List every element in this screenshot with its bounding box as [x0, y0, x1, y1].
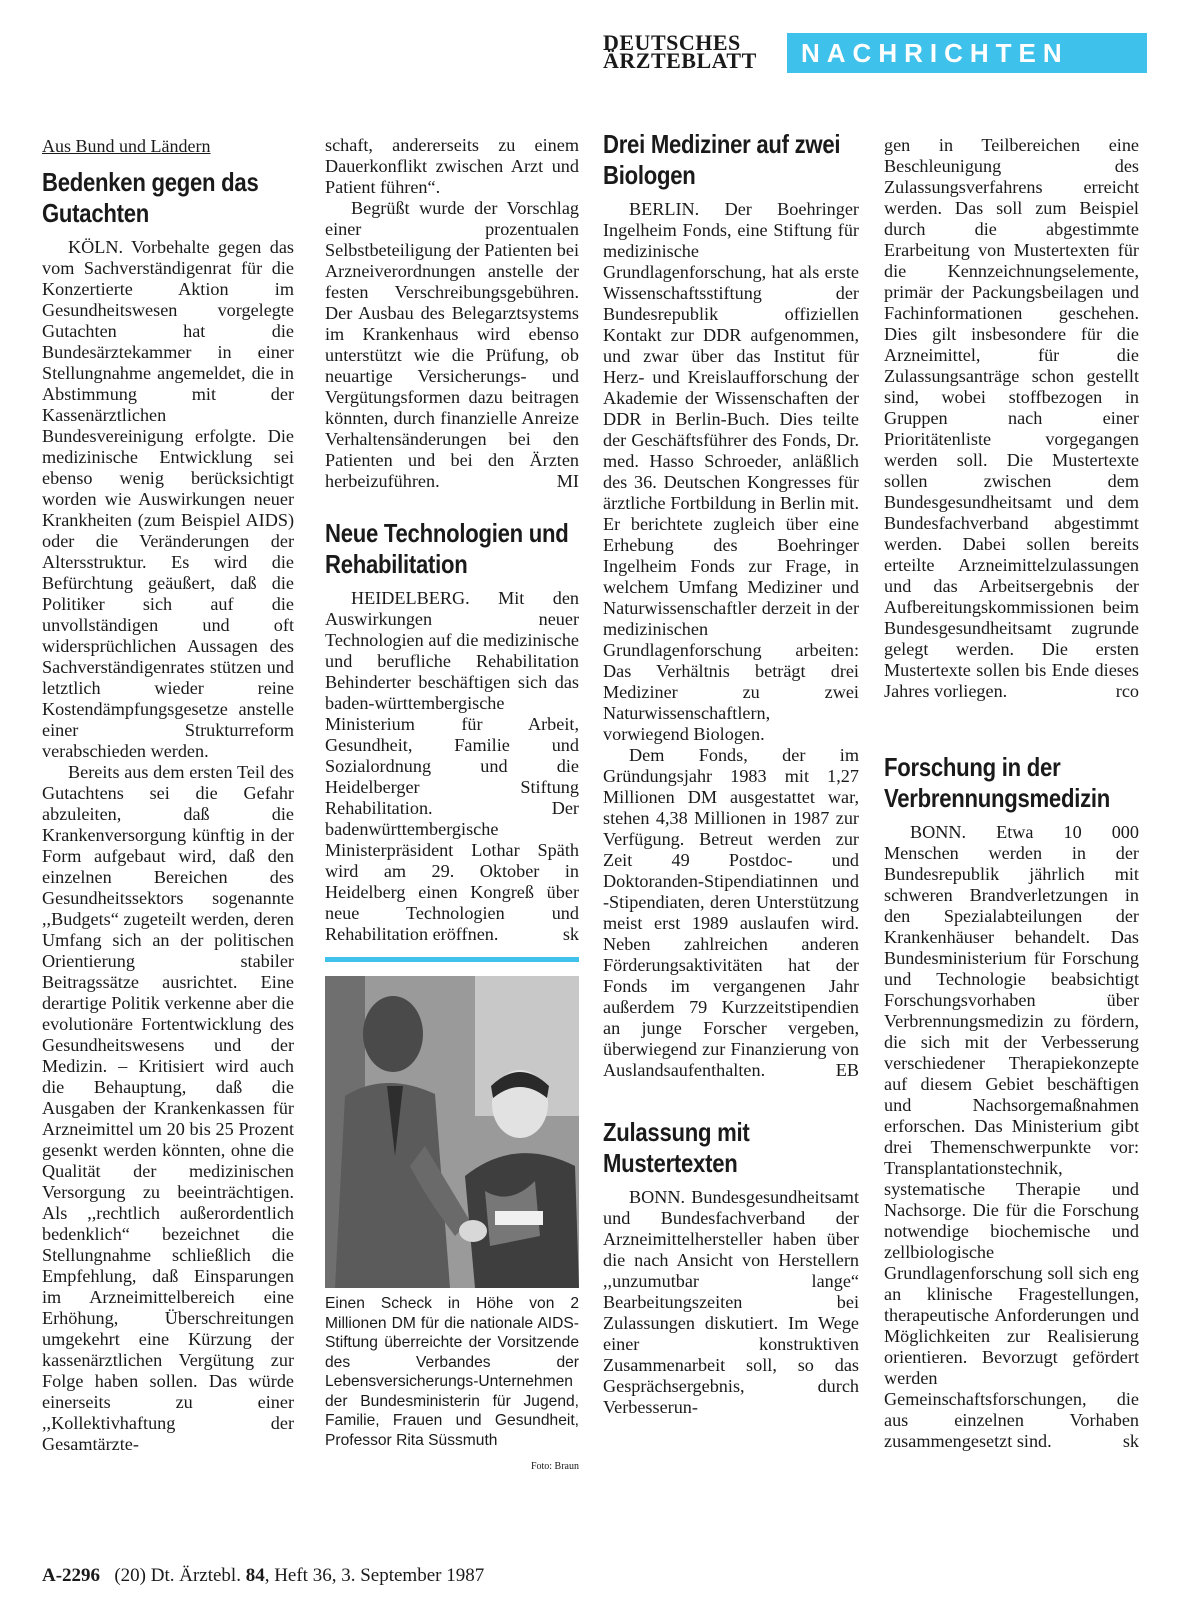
paragraph-text: gen in Teilbereichen eine Beschleunigung des Zulassungsverfahrens erreicht werden. Das soll zum Beispiel durch die abgestimmte Erarbeitung von Mustertexten für die Kennzeichnungselemente, primär der Packungsbeilagen und Fachinformationen geschehen. Dies gilt insbesondere für die Arzneimittel, für die Zulassungsanträge schon gestellt sind, wobei stoffbezogen in Gruppen nach einer Prioritätenliste vorgegangen werden soll. Die Mustertexte sollen zwischen dem Bundesgesundheitsamt und dem Bundesfachverband abgestimmt werden. Dabei sollen bereits erteilte Arzneimittelzulassungen und das Arbeitsergebnis der Aufbereitungskommissionen beim Bundesgesundheitsamt zugrunde gelegt werden. Die ersten Mustertexte sollen bis Ende dieses Jahres vorliegen.	[884, 135, 1139, 701]
article-paragraph	[884, 822, 1139, 1452]
article-paragraph: schaft, andererseits zu einem Dauerkonflikt zwischen Arzt und Patient führen“.	[325, 135, 579, 197]
journal-ref: (20) Dt. Ärztebl.	[114, 1565, 241, 1586]
column-1	[42, 135, 294, 1455]
column-2	[325, 135, 579, 1477]
article-paragraph: Bereits aus dem ersten Teil des Gutachtens sei die Gefahr abzuleiten, daß die Krankenversorgung künftig in der Form aufgebaut wird, daß den einzelnen Bereichen des Gesundheitssektors sogenannte ,,Budgets“ zugeteilt werden, deren Umfang sich an der politischen Orientierung stabiler Beitragssätze ausrichtet. Eine derartige Politik verkenne aber die evolutionäre Fortentwicklung des Gesundheitswesens und der Medizin. – Kritisiert wird auch die Behauptung, daß die Ausgaben der Krankenkassen für Arzneimittel um 20 bis 25 Prozent gesenkt werden könnten, ohne die Qualität der medizinischen Versorgung zu beeinträchtigen. Als ,,rechtlich außerordentlich bedenklich“ bezeichnet die Stellungnahme schließlich die Empfehlung, daß Einsparungen im Arzneimittelbereich eine Erhöhung, Überschreitungen umgekehrt eine Kürzung der kassenärztlichen Vergütung zur Folge haben sollen. Das würde einerseits zu einer ,,Kollektivhaftung der Gesamtärzte-	[42, 762, 294, 1454]
author-signature: EB	[835, 1060, 859, 1080]
volume-number: 84	[245, 1565, 265, 1586]
page-number: A-2296	[42, 1565, 101, 1586]
section-band: NACHRICHTEN	[787, 33, 1147, 73]
masthead-line1: DEUTSCHES	[603, 30, 741, 55]
column-4	[884, 135, 1139, 1452]
article-paragraph	[884, 135, 1139, 702]
paragraph-text: BONN. Etwa 10 000 Menschen werden in der Bundesrepublik jährlich mit schweren Brandverletzungen in den Spezialabteilungen der Krankenhäuser behandelt. Das Bundesministerium für Forschung und Technologie beabsichtigt Forschungsvorhaben über Verbrennungsmedizin zu fördern, die sich mit der Verbesserung verschiedener Therapiekonzepte auf diesem Gebiet beschäftigen und Nachsorgemaßnahmen erforschen. Das Ministerium gibt drei Themenschwerpunkte vor: Transplantationstechnik, systematische Therapie und Nachsorge. Die für die Forschung notwendige biochemische und zellbiologische Grundlagenforschung soll sich eng an klinische Fragestellungen, therapeutische Anforderungen und Möglichkeiten zur Realisierung orientieren. Bevorzugt gefördert werden Gemeinschaftsforschungen, die aus einzelnen Vorhaben zusammengesetzt sind.	[884, 822, 1139, 1451]
headline-technologien: Neue Technologien und Rehabilitation	[325, 518, 569, 579]
headline-zulassung: Zulassung mit Mustertexten	[603, 1117, 750, 1178]
column-3	[603, 129, 859, 1418]
issue-date: , Heft 36, 3. September 1987	[264, 1565, 485, 1586]
headline-drei-mediziner: Drei Mediziner auf zwei Biologen	[603, 129, 841, 190]
author-signature: rco	[1115, 681, 1139, 701]
photo-credit: Foto: Braun	[530, 1461, 579, 1472]
author-signature: MI	[556, 471, 579, 491]
page-footer	[42, 1565, 484, 1587]
handshake-photo-illustration	[325, 976, 579, 1288]
paragraph-text: HEIDELBERG. Mit den Auswirkungen neuer Technologien auf die medizinische und berufliche Rehabilitation Behinderter beschäftigen sich das baden-württembergische Ministerium für Arbeit, Gesundheit, Familie und Sozialordnung und die Heidelberger Stiftung Rehabilitation. Der badenwürttembergische Ministerpräsident Lothar Späth wird am 29. Oktober in Heidelberg einen Kongreß über neue Technologien und Rehabilitation eröffnen.	[325, 588, 579, 944]
paragraph-text: Begrüßt wurde der Vorschlag einer prozentualen Selbstbeteiligung der Patienten bei Arzneiverordnungen anstelle der festen Verschreibungsgebühren. Der Ausbau des Belegarztsystems im Krankenhaus wird ebenso unterstützt wie die Prüfung, ob neuartige Versicherungs- und Vergütungsformen dazu beitragen könnten, durch finanzielle Anreize Verhaltensänderungen bei den Patienten und bei den Ärzten herbeizuführen.	[325, 198, 579, 491]
divider-rule	[325, 957, 579, 962]
article-paragraph	[325, 588, 579, 945]
article-paragraph: BONN. Bundesgesundheitsamt und Bundesfachverband der Arzneimittelhersteller haben über die nach Ansicht von Herstellern ,,unzumutbar lange“ Bearbeitungszeiten bei Zulassungen diskutiert. Im Wege einer konstruktiven Zusammenarbeit soll, so das Gesprächsergebnis, durch Verbesserun-	[603, 1187, 859, 1417]
headline-verbrennungsmedizin: Forschung in der Verbrennungsmedizin	[884, 752, 1111, 813]
handshake-photo	[325, 976, 579, 1288]
headline-bedenken: Bedenken gegen das Gutachten	[42, 167, 259, 228]
masthead-title	[603, 30, 757, 73]
masthead-line2: ÄRZTEBLATT	[603, 48, 757, 73]
paragraph-text: Dem Fonds, der im Gründungsjahr 1983 mit 1,27 Millionen DM ausgestattet war, stehen 4,38 Millionen in 1987 zur Verfügung. Betreut werden zur Zeit 49 Postdoc- und Doktoranden-Stipendiatinnen und -Stipendiaten, deren Unterstützung meist erst 1989 auslaufen wird. Neben zahlreichen anderen Förderungsaktivitäten hat der Fonds im vergangenen Jahr außerdem 79 Kurzzeitstipendien an junge Forscher vergeben, überwiegend zur Finanzierung von Auslandsaufenthalten.	[603, 745, 859, 1080]
author-signature: sk	[562, 924, 579, 944]
photo-caption: Einen Scheck in Höhe von 2 Millionen DM für die nationale AIDS-Stiftung überreichte der Vorsitzende des Verbandes der Lebensversicherungs-Unternehmen der Bundesministerin für Jugend, Familie, Frauen und Gesundheit, Professor Rita Süssmuth	[325, 1295, 579, 1449]
author-signature: sk	[1122, 1431, 1139, 1451]
article-paragraph: KÖLN. Vorbehalte gegen das vom Sachverständigenrat für die Konzertierte Aktion im Gesundheitswesen vorgelegte Gutachten hat die Bundesärztekammer in einer Stellungnahme angemeldet, die in Abstimmung mit der Kassenärztlichen Bundesvereinigung erfolgte. Die medizinische Entwicklung sei ebenso wenig berücksichtigt worden wie Auswirkungen neuer Krankheiten (zum Beispiel AIDS) oder die Veränderungen der Altersstruktur. Es wird die Befürchtung geäußert, daß die Politiker sich auf die unvollständigen und oft widersprüchlichen Aussagen des Sachverständigenrates stützen und letztlich wieder reine Kostendämpfungsgesetze anstelle einer Strukturreform verabschieden werden.	[42, 237, 294, 761]
article-paragraph	[325, 198, 579, 492]
article-paragraph	[603, 745, 859, 1081]
article-paragraph: BERLIN. Der Boehringer Ingelheim Fonds, eine Stiftung für medizinische Grundlagenforschung, hat als erste Wissenschaftsstiftung der Bundesrepublik offiziellen Kontakt zur DDR aufgenommen, und zwar über das Institut für Herz- und Kreislaufforschung der Akademie der Wissenschaften der DDR in Berlin-Buch. Dies teilte der Geschäftsführer des Fonds, Dr. med. Hasso Schroeder, anläßlich des 36. Deutschen Kongresses für ärztliche Fortbildung in Berlin mit. Er berichtete zugleich über eine Erhebung des Boehringer Ingelheim Fonds zur Frage, in welchem Umfang Mediziner und Naturwissenschaftler derzeit in der medizinischen Grundlagenforschung arbeiten: Das Verhältnis beträgt drei Mediziner zu zwei Naturwissenschaftlern, vorwiegend Biologen.	[603, 199, 859, 744]
kicker: Aus Bund und Ländern	[42, 136, 211, 156]
